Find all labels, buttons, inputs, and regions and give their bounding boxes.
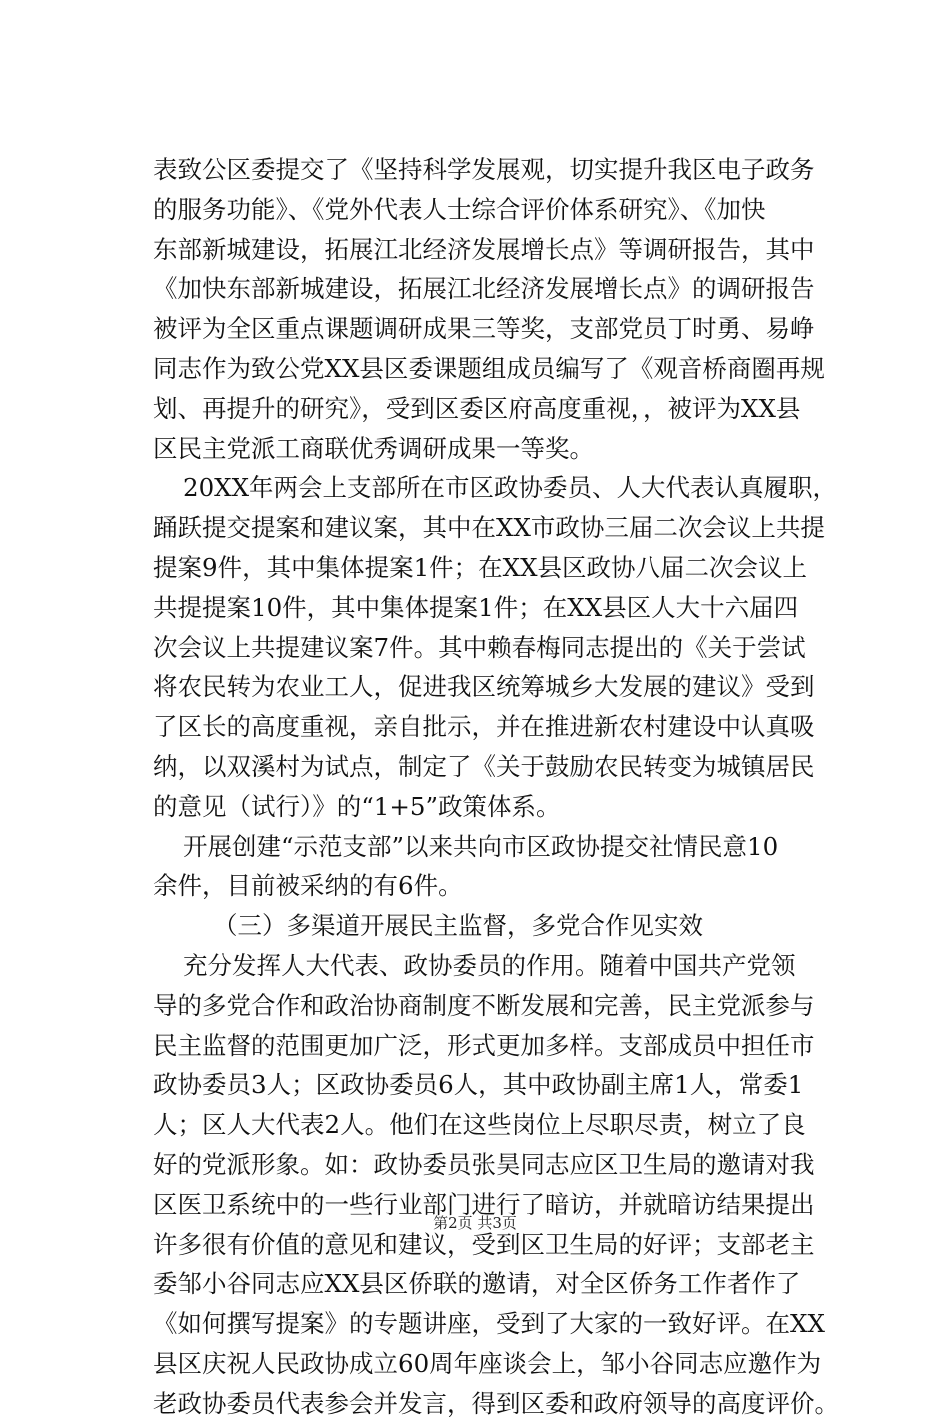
- paragraph-line: 东部新城建设，拓展江北经济发展增长点》等调研报告，其中: [153, 234, 815, 264]
- paragraph-line: 划、再提升的研究》，受到区委区府高度重视，，被评为XX县: [153, 393, 801, 423]
- paragraph-line: 提案9件，其中集体提案1件；在XX县区政协八届二次会议上: [153, 552, 808, 582]
- paragraph-first-line: 20XX年两会上支部所在市区政协委员、人大代表认真履职，: [183, 473, 838, 503]
- paragraph-line: 《加快东部新城建设，拓展江北经济发展增长点》的调研报告: [153, 274, 815, 304]
- paragraph-first-line: 充分发挥人大代表、政协委员的作用。随着中国共产党领: [183, 950, 796, 980]
- paragraph-line: 《如何撰写提案》的专题讲座，受到了大家的一致好评。在XX: [153, 1309, 825, 1339]
- paragraph-line: 县区庆祝人民政协成立60周年座谈会上，邹小谷同志应邀作为: [153, 1348, 822, 1378]
- paragraph-line: 民主监督的范围更加广泛，形式更加多样。支部成员中担任市: [153, 1030, 815, 1060]
- paragraph-line: 导的多党合作和政治协商制度不断发展和完善，民主党派参与: [153, 990, 815, 1020]
- paragraph-line: 的服务功能》、《党外代表人士综合评价体系研究》、《加快: [153, 194, 766, 224]
- paragraph-line: 将农民转为农业工人，促进我区统筹城乡大发展的建议》受到: [153, 672, 815, 702]
- paragraph-line: 政协委员3人；区政协委员6人，其中政协副主席1人，常委1: [153, 1070, 804, 1100]
- paragraph-line: 共提提案10件，其中集体提案1件；在XX县区人大十六届四: [153, 592, 799, 622]
- paragraph-line: 好的党派形象。如：政协委员张昊同志应区卫生局的邀请对我: [153, 1149, 815, 1179]
- paragraph-line: 同志作为致公党XX县区委课题组成员编写了《观音桥商圈再规: [153, 353, 825, 383]
- paragraph-line: 踊跃提交提案和建议案，其中在XX市政协三届二次会议上共提: [153, 513, 825, 543]
- paragraph-line: 的意见（试行）》的“1+5”政策体系。: [153, 791, 561, 821]
- paragraph-line: 区医卫系统中的一些行业部门进行了暗访，并就暗访结果提出: [153, 1189, 815, 1219]
- page-number: 第2页 共3页: [433, 1214, 517, 1232]
- paragraph-line: 委邹小谷同志应XX县区侨联的邀请，对全区侨务工作者作了: [153, 1269, 801, 1299]
- paragraph-line: 区民主党派工商联优秀调研成果一等奖。: [153, 433, 594, 463]
- paragraph-line: 了区长的高度重视，亲自批示，并在推进新农村建设中认真吸: [153, 712, 815, 742]
- paragraph-line: 表致公区委提交了《坚持科学发展观，切实提升我区电子政务: [153, 155, 815, 184]
- paragraph-first-line: 开展创建“示范支部”以来共向市区政协提交社情民意10: [183, 831, 779, 861]
- paragraph-line: 老政协委员代表参会并发言，得到区委和政府领导的高度评价。: [153, 1388, 839, 1418]
- paragraph-line: 被评为全区重点课题调研成果三等奖，支部党员丁时勇、易峥: [153, 314, 815, 344]
- section-heading: （三）多渠道开展民主监督，多党合作见实效: [213, 911, 703, 941]
- paragraph-line: 人；区人大代表2人。他们在这些岗位上尽职尽责，树立了良: [153, 1110, 806, 1140]
- paragraph-line: 次会议上共提建议案7件。其中赖春梅同志提出的《关于尝试: [153, 632, 806, 662]
- page-footer: [0, 1212, 950, 1233]
- paragraph-line: 许多很有价值的意见和建议，受到区卫生局的好评；支部老主: [153, 1229, 815, 1259]
- paragraph-line: 纳，以双溪村为试点，制定了《关于鼓励农民转变为城镇居民: [153, 751, 815, 781]
- paragraph-line: 余件，目前被采纳的有6件。: [153, 871, 463, 901]
